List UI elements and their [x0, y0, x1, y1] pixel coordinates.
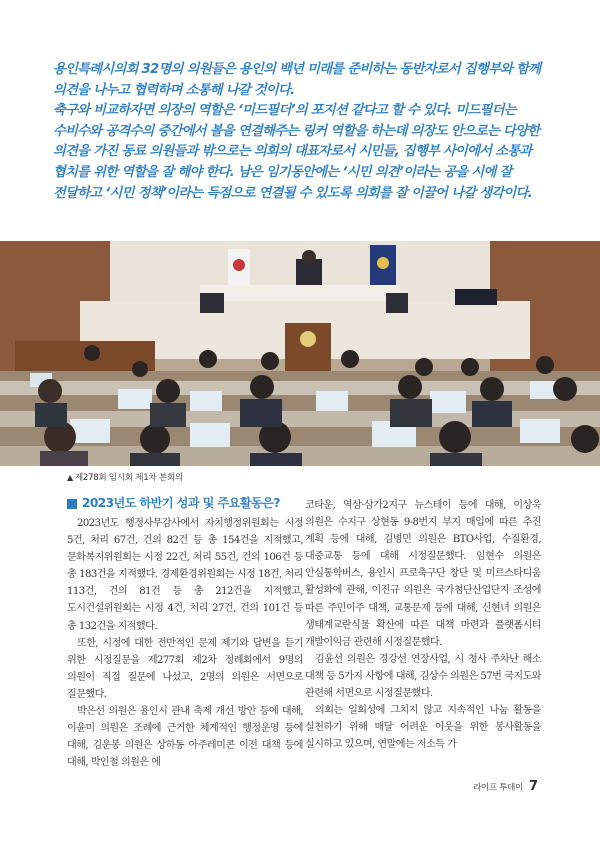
page-footer [473, 779, 538, 794]
article-paragraph: 김윤선 의원은 경강선 연장사업, 시 청사 주차난 해소 대책 등 5가지 사항에 대해, 김상수 의원은 57번 국지도와 관련해 서면으로 시정질문했다. [305, 653, 541, 700]
intro-paragraph-1: 용인특례시의회 32명의 의원들은 용인의 백년 미래를 준비하는 동반자로서 집행부와 함께 의견을 나누고 협력하며 소통해 나갈 것이다. [53, 62, 541, 98]
article-paragraph: 2023년도 행정사무감사에서 자치행정위원회는 시정 5건, 처리 67건, 건의 82건 등 총 154건을 지적했고, 문화복지위원회는 시정 22건, 처리 55건, 건의 106건 등 총 183건을 지적했다. 경제환경위원회는 시정 18건, 처리 113건, 건의 81건 등 총 212건을 지적했고, 도시건설위원회는 시정 4건, 처리 27건, 건의 101건 등 총 132건을 지적했다. [67, 518, 303, 632]
page-number: 7 [528, 779, 538, 794]
triangle-icon: ▲ [67, 473, 73, 482]
square-bullet-icon [67, 499, 77, 509]
article-paragraph: 박은선 의원은 용인시 관내 축제 개선 방안 등에 대해, 이윤미 의원은 조례에 근거한 체계적인 행정운영 등에 대해, 김운봉 의원은 상하동 아주레미콘 이전 대책 등에 대해, 박인철 의원은 에 [67, 706, 303, 769]
photo-caption: ▲ 제278회 임시회 제1차 본회의 [67, 473, 183, 483]
magazine-name: 라이프 투데이 [473, 783, 523, 793]
council-plenary-photo [0, 241, 600, 466]
article-paragraph: 코타운, 역삼·삼가2지구 뉴스테이 등에 대해, 이상욱 의원은 수지구 상현동 9-8번지 부지 매입에 따른 추진 계획 등에 대해, 김병민 의원은 BTO사업, 수질환경, 대중교통 등에 대해 시정질문했다. 임현수 의원은 안심통학버스, 용인시 프로축구단 창단 및 미르스타디움 활성화에 관해, 이진규 의원은 국가첨단산업단지 조성에 따른 주민이주 대책, 교통문제 등에 대해, 신현녀 의원은 생태계교란식물 확산에 따른 대책 마련과 플랫폼시티 개발이익금 관련해 시정질문했다. [305, 500, 541, 648]
intro-paragraph-2: 축구와 비교하자면 의장의 역할은 ‘미드필더’의 포지션 같다고 할 수 있다. 미드필더는 수비수와 공격수의 중간에서 볼을 연결해주는 링커 역할을 하는데 의장도 안으로는 다양한 의견을 가진 동료 의원들과 밖으로는 의회의 대표자로서 시민들, 집행부 사이에서 소통과 협치를 위한 역할을 잘 해야 한다. 남은 임기동안에는 ‘시민 의견’이라는 공을 시에 잘 전달하고 ‘시민 정책’이라는 득점으로 연결될 수 있도록 의회를 잘 이끌어 나갈 생각이다. [53, 103, 540, 201]
section-heading-text: 2023년도 하반기 성과 및 주요활동은? [82, 496, 280, 511]
article-paragraph: 의회는 일회성에 그치지 않고 지속적인 나눔 활동을 실천하기 위해 매달 어려운 이웃을 위한 봉사활동을 실시하고 있으며, 연말에는 저소득 가 [305, 705, 541, 751]
article-column-right [305, 497, 541, 753]
intro-quote [53, 60, 553, 204]
section-heading [67, 493, 303, 515]
article-paragraph: 또한, 시정에 대한 전반적인 문제 제기와 답변을 듣기 위한 시정질문을 제277회 제2차 정례회에서 9명의 의원이 직접 질문에 나섰고, 2명의 의원은 서면으로 질문했다. [67, 637, 303, 700]
article-column-left [67, 493, 303, 771]
